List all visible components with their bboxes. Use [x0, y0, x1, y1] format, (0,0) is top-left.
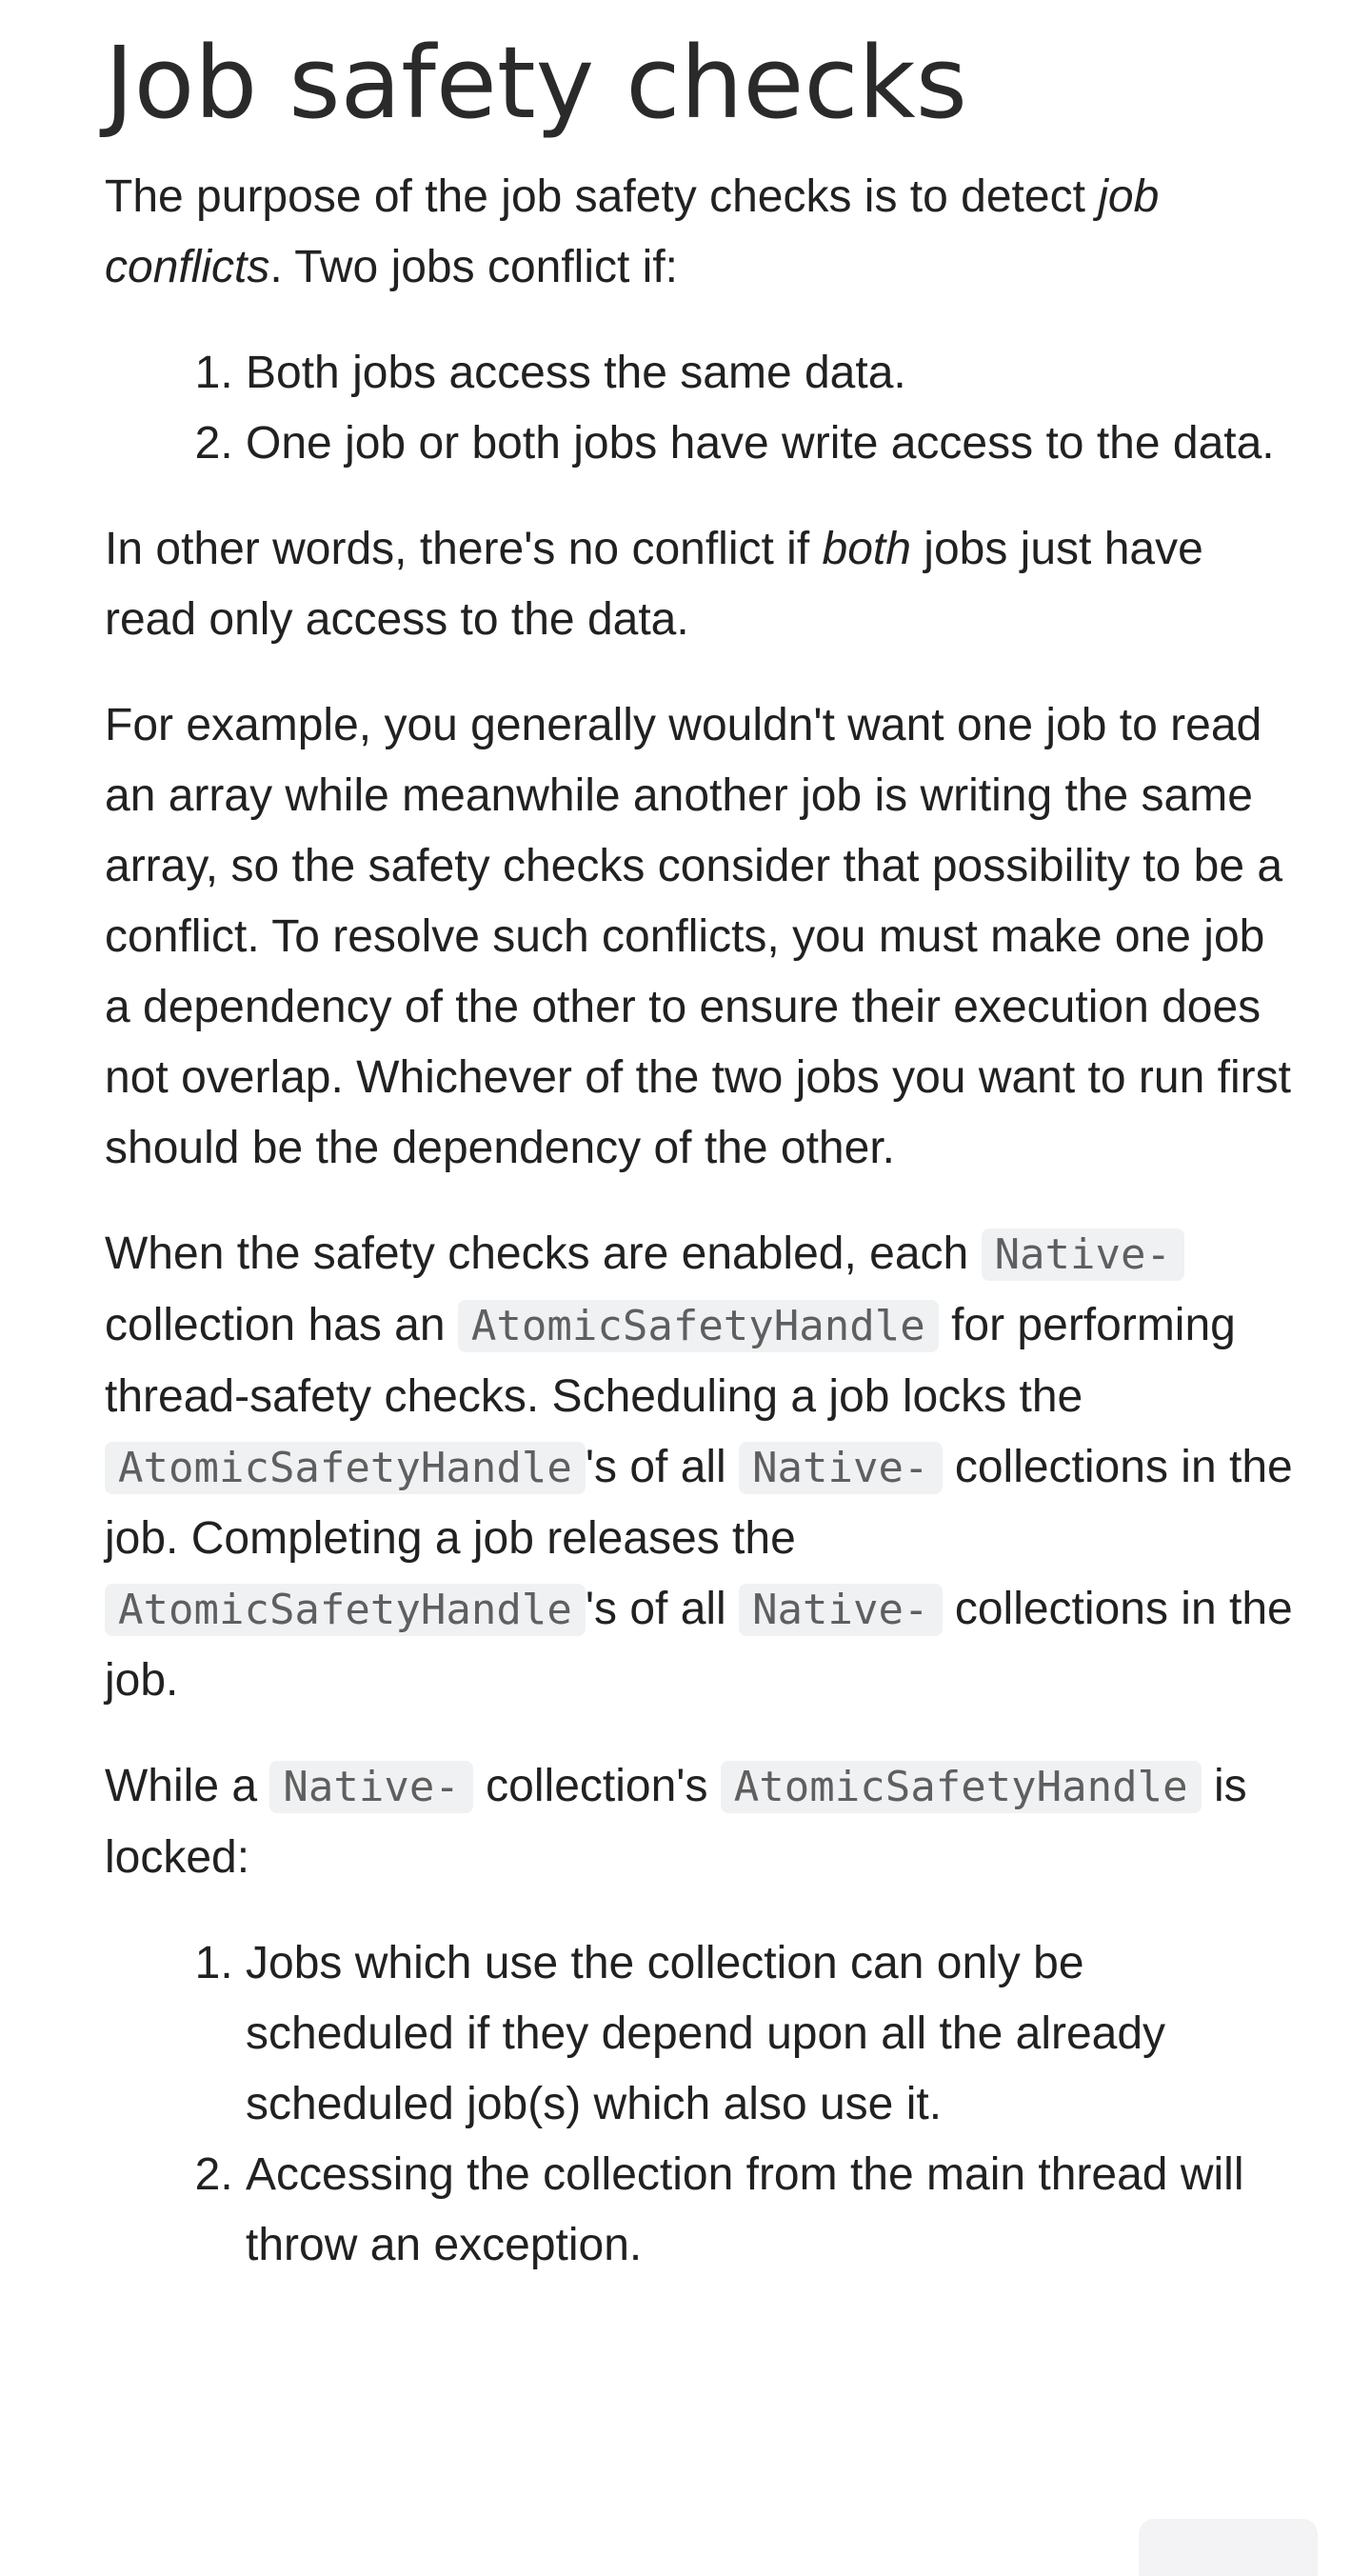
text-run: 's of all: [585, 1584, 740, 1634]
inline-code: AtomicSafetyHandle: [458, 1300, 939, 1352]
list-item: 2. Accessing the collection from the main thread will throw an exception.: [246, 2140, 1295, 2281]
intro-text: The purpose of the job safety checks is to detect: [105, 171, 1099, 222]
inline-code: AtomicSafetyHandle: [105, 1584, 586, 1636]
text-run: collections in the job.: [105, 1584, 1293, 1706]
text-run: for performing thread-safety checks. Scheduling a job locks the: [105, 1300, 1236, 1422]
article-content: [105, 0, 1295, 2316]
text-run: collection's: [472, 1761, 721, 1811]
text-run: collection has an: [105, 1300, 458, 1350]
inline-code: AtomicSafetyHandle: [721, 1761, 1202, 1813]
intro-emphasis: job conflicts: [105, 171, 1160, 292]
inline-code: Native-: [269, 1761, 472, 1813]
text-run: While a: [105, 1761, 270, 1811]
other-words-emphasis: both: [822, 524, 911, 574]
text-run: When the safety checks are enabled, each: [105, 1228, 982, 1279]
text-run: collections in the job. Completing a job releases the: [105, 1442, 1293, 1564]
intro-text-end: . Two jobs conflict if:: [269, 242, 679, 292]
inline-code: Native-: [982, 1228, 1184, 1281]
floating-action-button[interactable]: [1139, 2519, 1318, 2576]
inline-code: Native-: [739, 1442, 942, 1494]
inline-code: AtomicSafetyHandle: [105, 1442, 586, 1494]
text-run: is locked:: [105, 1761, 1247, 1883]
safety-handle-paragraph: [105, 1219, 1295, 1716]
example-paragraph: For example, you generally wouldn't want one job to read an array while meanwhile another job is writing the same array, so the safety checks consider that possibility to be a conflict. To resolve such conflicts, you must make one job a dependency of the other to ensure their execution does not overlap. Whichever of the two jobs you want to run first should be the dependency of the other.: [105, 700, 1291, 1173]
text-run: 's of all: [585, 1442, 740, 1492]
locked-rules-list: [105, 1928, 1295, 2281]
inline-code: Native-: [739, 1584, 942, 1636]
page-title: Job safety checks: [105, 25, 967, 141]
other-words-text-end: jobs just have read only access to the data.: [105, 524, 1203, 645]
list-item: 2. One job or both jobs have write access to the data.: [246, 409, 1295, 479]
list-item: 1. Jobs which use the collection can only be scheduled if they depend upon all the already scheduled job(s) which also use it.: [246, 1928, 1295, 2140]
other-words-text: In other words, there's no conflict if: [105, 524, 823, 574]
locked-paragraph: [105, 1751, 1295, 1893]
list-item: 1. Both jobs access the same data.: [246, 338, 1295, 409]
conflict-conditions-list: [105, 338, 1295, 479]
other-words-paragraph: [105, 514, 1295, 655]
intro-paragraph: [105, 162, 1295, 303]
